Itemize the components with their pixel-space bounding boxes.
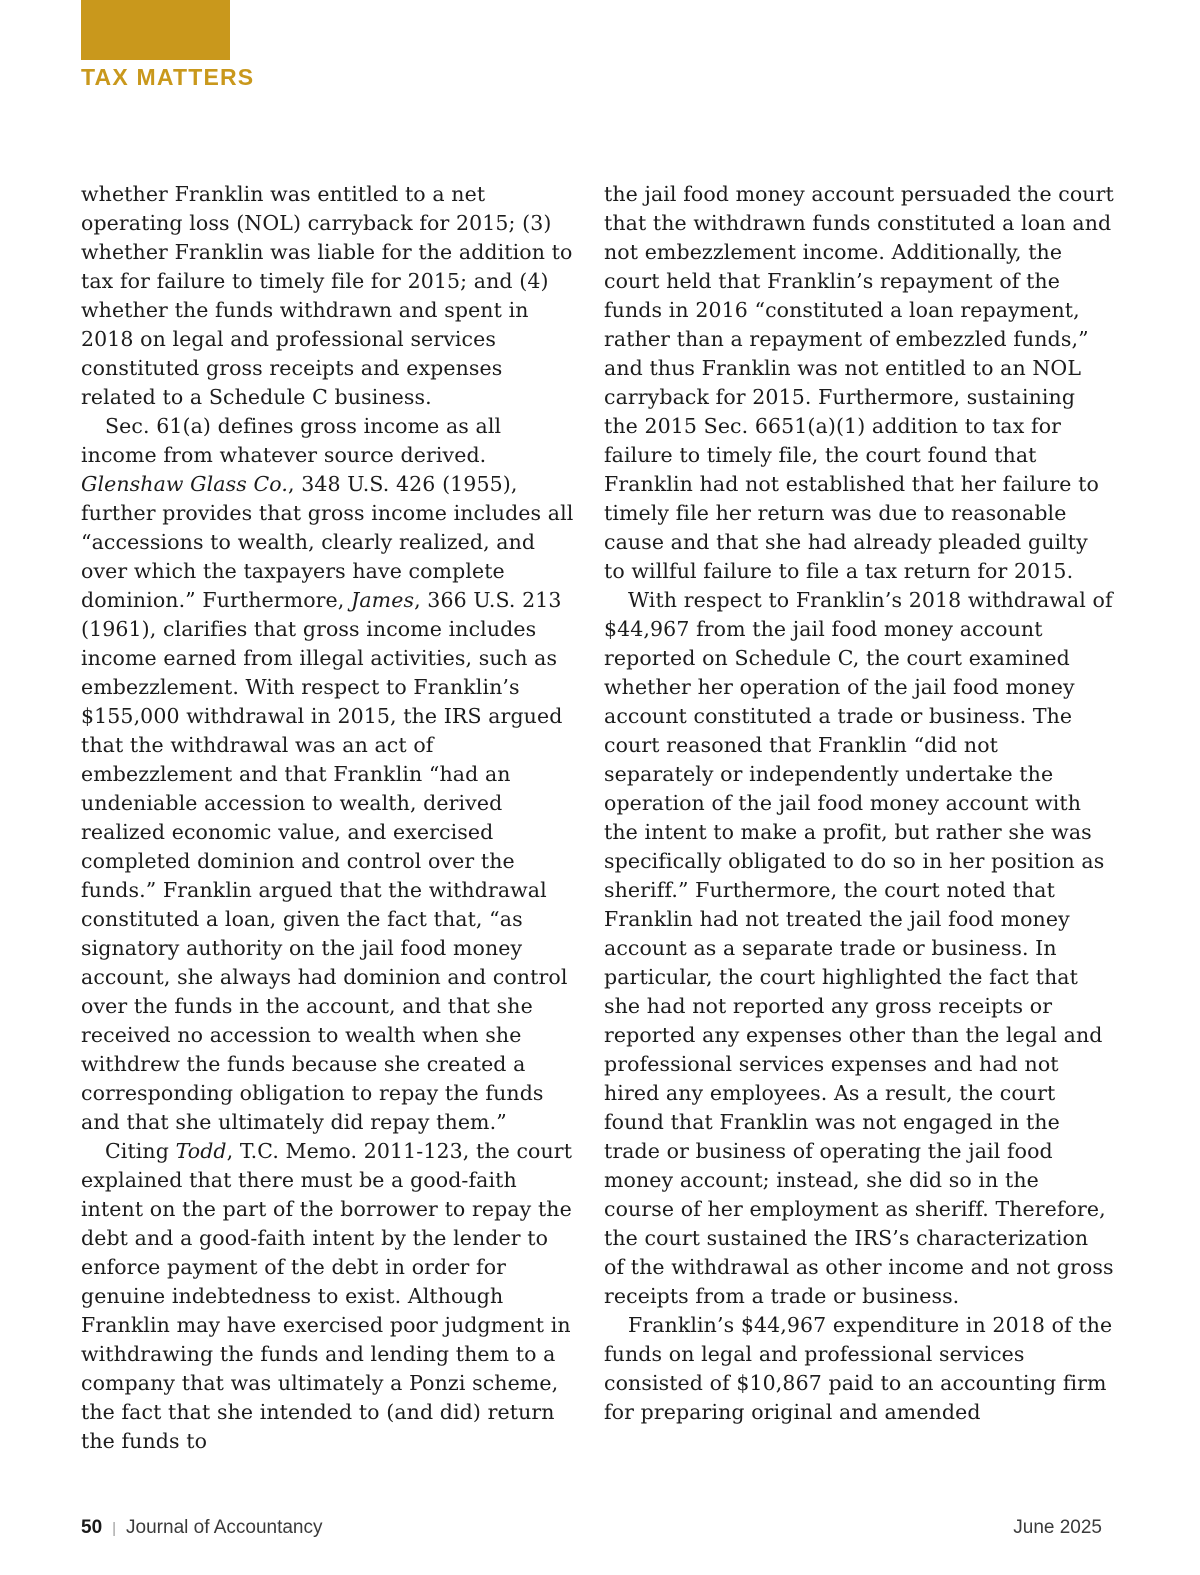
paragraph xyxy=(81,1137,581,1456)
journal-name: Journal of Accountancy xyxy=(126,1517,323,1538)
case-name: Todd xyxy=(175,1139,227,1163)
footer-separator: | xyxy=(112,1520,117,1537)
issue-date: June 2025 xyxy=(1013,1517,1102,1538)
paragraph: Franklin’s $44,967 expenditure in 2018 of the funds on legal and professional services consisted of $10,867 paid to an accounting firm for preparing original and amended xyxy=(604,1313,1113,1424)
paragraph: whether Franklin was entitled to a net operating loss (NOL) carryback for 2015; (3) whether Franklin was liable for the addition to tax for failure to timely file for 2015; and (4) whether the funds withdrawn and spent in 2018 on legal and professional services constituted gross receipts and expenses related to a Schedule C business. xyxy=(81,182,573,409)
page-footer xyxy=(81,1517,1102,1545)
paragraph xyxy=(81,412,581,1137)
text-run: Sec. 61(a) defines gross income as all income from whatever source derived. xyxy=(81,414,502,467)
text-run: , 348 U.S. 426 (1955), further provides that gross income includes all “accessions to wealth, clearly realized, and over which the taxpayers have complete dominion.” Furthermore, xyxy=(81,472,574,612)
right-column xyxy=(604,180,1114,1427)
case-name: James xyxy=(351,588,415,612)
left-column xyxy=(81,180,581,1456)
paragraph: the jail food money account persuaded the court that the withdrawn funds constituted a loan and not embezzlement income. Additionally, the court held that Franklin’s repayment of the funds in 2016 “constituted a loan repayment, rather than a repayment of embezzled funds,” and thus Franklin was not entitled to an NOL carryback for 2015. Furthermore, sustaining the 2015 Sec. 6651(a)(1) addition to tax for failure to timely file, the court found that Franklin had not established that her failure to timely file her return was due to reasonable cause and that she had already pleaded guilty to willful failure to file a tax return for 2015. xyxy=(604,182,1114,583)
paragraph: With respect to Franklin’s 2018 withdrawal of $44,967 from the jail food money account reported on Schedule C, the court examined whether her operation of the jail food money account constituted a trade or business. The court reasoned that Franklin “did not separately or independently undertake the operation of the jail food money account with the intent to make a profit, but rather she was specifically obligated to do so in her position as sheriff.” Furthermore, the court noted that Franklin had not treated the jail food money account as a separate trade or business. In particular, the court highlighted the fact that she had not reported any gross receipts or reported any expenses other than the legal and professional services expenses and had not hired any employees. As a result, the court found that Franklin was not engaged in the trade or business of operating the jail food money account; instead, she did so in the course of her employment as sheriff. Therefore, the court sustained the IRS’s characterization of the withdrawal as other income and not gross receipts from a trade or business. xyxy=(604,588,1114,1308)
text-run: , 366 U.S. 213 (1961), clarifies that gross income includes income earned from illegal activities, such as embezzlement. With respect to Franklin’s $155,000 withdrawal in 2015, the IRS argued that the withdrawal was an act of embezzlement and that Franklin “had an undeniable accession to wealth, derived realized economic value, and exercised completed dominion and control over the funds.” Franklin argued that the withdrawal constituted a loan, given the fact that, “as signatory authority on the jail food money account, she always had dominion and control over the funds in the account, and that she received no accession to wealth when she withdrew the funds because she created a corresponding obligation to repay the funds and that she ultimately did repay them.” xyxy=(81,588,568,1134)
section-label: TAX MATTERS xyxy=(81,64,255,90)
text-run: , T.C. Memo. 2011-123, the court explained that there must be a good-faith intent on the part of the borrower to repay the debt and a good-faith intent by the lender to enforce payment of the debt in order for genuine indebtedness to exist. Although Franklin may have exercised poor judgment in withdrawing the funds and lending them to a company that was ultimately a Ponzi scheme, the fact that she intended to (and did) return the funds to xyxy=(81,1139,573,1453)
text-run: Citing xyxy=(105,1139,176,1163)
section-color-bar xyxy=(81,0,230,60)
case-name: Glenshaw Glass Co. xyxy=(81,472,288,496)
page-number: 50 xyxy=(81,1517,103,1538)
